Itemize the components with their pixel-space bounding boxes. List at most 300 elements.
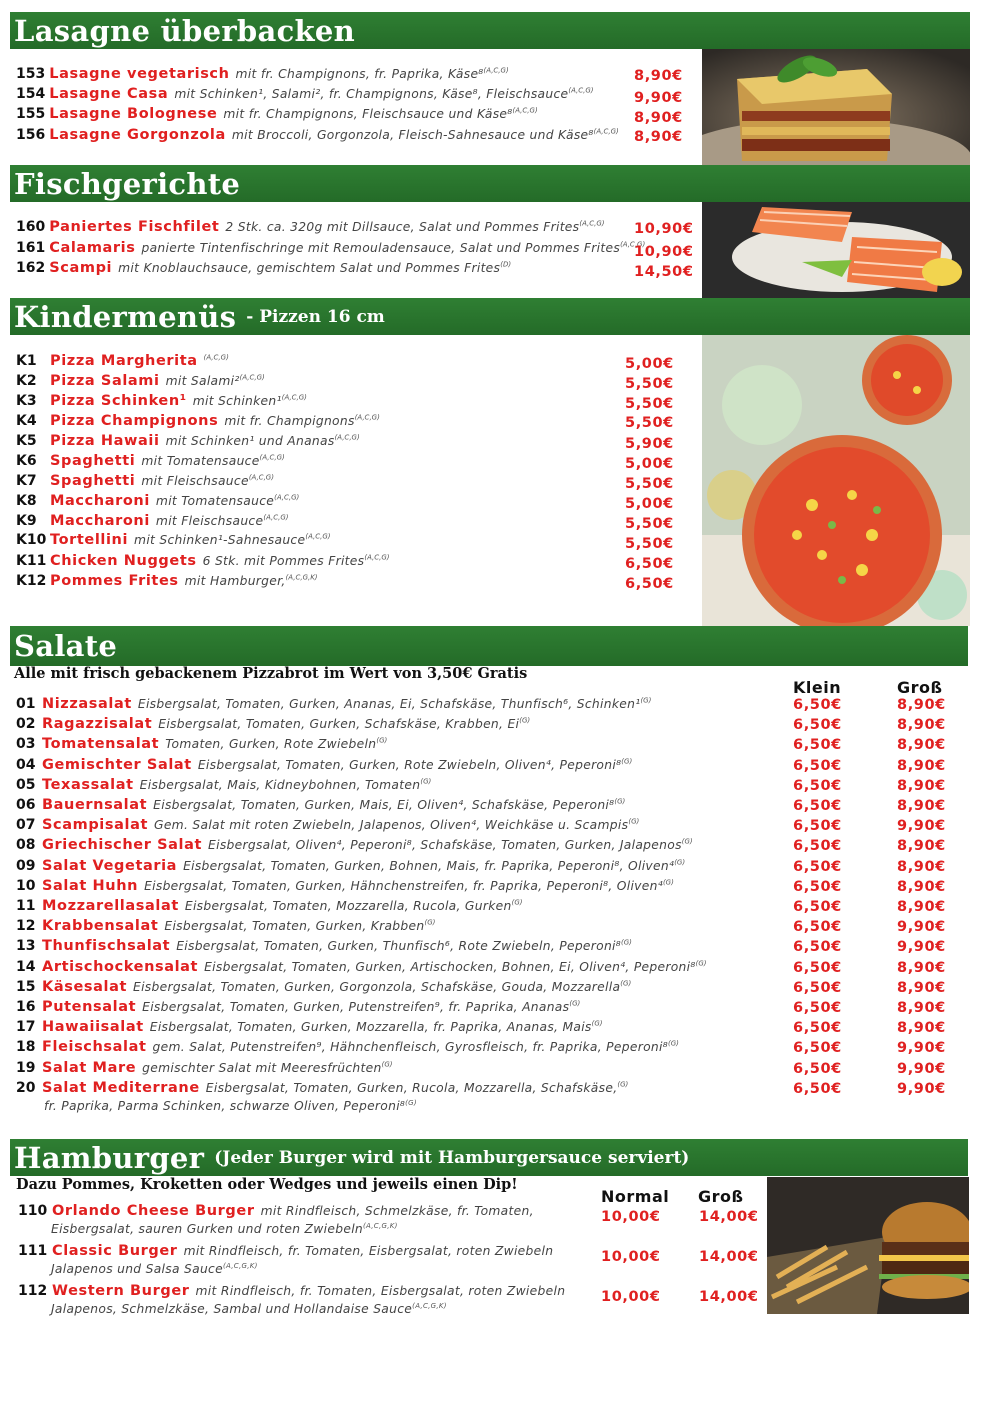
price-large: 14,00€ bbox=[699, 1249, 759, 1265]
item-name: Tomatensalat bbox=[42, 736, 160, 752]
price-large: 8,90€ bbox=[897, 697, 946, 713]
item-name: Bauernsalat bbox=[42, 797, 148, 813]
list-item bbox=[16, 553, 390, 569]
item-number: 17 bbox=[16, 1019, 36, 1035]
list-item bbox=[16, 716, 530, 732]
item-number: 12 bbox=[16, 918, 36, 934]
item-name: Salat Mediterrane bbox=[42, 1080, 200, 1096]
item-name: Thunfischsalat bbox=[42, 938, 171, 954]
lasagne-photo bbox=[702, 49, 970, 165]
price-small: 6,50€ bbox=[793, 798, 842, 814]
item-description: mit Salami² bbox=[165, 374, 240, 388]
price-large: 8,90€ bbox=[897, 980, 946, 996]
item-description: mit Fleischsauce bbox=[155, 514, 264, 528]
item-price: 6,50€ bbox=[625, 576, 674, 592]
item-number: 13 bbox=[16, 938, 36, 954]
item-number: 04 bbox=[16, 757, 36, 773]
item-allergens: (G) bbox=[420, 777, 432, 786]
price-small: 6,50€ bbox=[793, 980, 842, 996]
item-number: 16 bbox=[16, 999, 36, 1015]
item-allergens: (A,C,G) bbox=[259, 453, 285, 462]
pizza-photo bbox=[702, 335, 970, 626]
price-small: 6,50€ bbox=[793, 960, 842, 976]
item-name: Lasagne Bolognese bbox=[49, 106, 218, 122]
price-large: 8,90€ bbox=[897, 879, 946, 895]
list-item bbox=[16, 999, 580, 1015]
price-large: 8,90€ bbox=[897, 960, 946, 976]
price-large: 8,90€ bbox=[897, 899, 946, 915]
item-name: Spaghetti bbox=[50, 453, 136, 469]
section-subtitle: (Jeder Burger wird mit Hamburgersauce serviert) bbox=[214, 1147, 690, 1168]
list-item bbox=[16, 837, 693, 853]
item-allergens: (G) bbox=[628, 817, 640, 826]
item-allergens: (A,C,G) bbox=[354, 413, 380, 422]
item-description: Eisbergsalat, sauren Gurken und roten Zwiebeln bbox=[51, 1222, 363, 1237]
item-name: Classic Burger bbox=[52, 1243, 178, 1259]
item-price: 8,90€ bbox=[634, 129, 683, 145]
item-allergens: (G) bbox=[621, 757, 633, 766]
list-item bbox=[16, 532, 331, 548]
item-description: Eisbergsalat, Tomaten, Gurken, Bohnen, Mais, fr. Paprika, Peperoni⁸, Oliven⁴ bbox=[183, 859, 675, 873]
kinder-banner bbox=[10, 298, 970, 335]
list-item bbox=[18, 1283, 565, 1299]
item-number: 18 bbox=[16, 1039, 36, 1055]
price-normal: 10,00€ bbox=[601, 1209, 661, 1225]
item-allergens: (A,C,G) bbox=[512, 106, 538, 115]
price-small: 6,50€ bbox=[793, 939, 842, 955]
item-price: 5,50€ bbox=[625, 376, 674, 392]
item-price: 5,90€ bbox=[625, 436, 674, 452]
item-description-cont bbox=[44, 1099, 417, 1113]
item-description: Gem. Salat mit roten Zwiebeln, Jalapenos, Oliven⁴, Weichkäse u. Scampis bbox=[153, 818, 629, 832]
item-description: mit fr. Champignons, fr. Paprika, Käse⁸ bbox=[235, 67, 484, 81]
item-name: Käsesalat bbox=[42, 979, 127, 995]
list-item bbox=[16, 127, 619, 143]
price-small: 6,50€ bbox=[793, 758, 842, 774]
item-description: Eisbergsalat, Tomaten, Gurken, Schafskäse, Krabben, Ei bbox=[158, 717, 520, 731]
item-description: Eisbergsalat, Tomaten, Gurken, Putenstreifen⁹, fr. Paprika, Ananas bbox=[142, 1000, 570, 1014]
item-name: Gemischter Salat bbox=[42, 757, 192, 773]
item-number: 14 bbox=[16, 959, 36, 975]
item-description: mit Broccoli, Gorgonzola, Fleisch-Sahnesauce und Käse⁸ bbox=[231, 128, 594, 142]
price-large: 14,00€ bbox=[699, 1209, 759, 1225]
column-header-gross: Groß bbox=[698, 1187, 744, 1206]
price-large: 8,90€ bbox=[897, 778, 946, 794]
item-name: Calamaris bbox=[49, 240, 136, 256]
item-number: 11 bbox=[16, 898, 36, 914]
price-large: 8,90€ bbox=[897, 859, 946, 875]
column-header-klein: Klein bbox=[793, 678, 842, 697]
lasagne-banner bbox=[10, 12, 970, 49]
column-header-normal: Normal bbox=[601, 1187, 670, 1206]
item-name: Spaghetti bbox=[50, 473, 136, 489]
item-name: Putensalat bbox=[42, 999, 137, 1015]
item-name: Pizza Schinken¹ bbox=[50, 393, 187, 409]
price-small: 6,50€ bbox=[793, 1000, 842, 1016]
item-name: Pizza Salami bbox=[50, 373, 160, 389]
item-name: Salat Mare bbox=[42, 1060, 137, 1076]
price-small: 6,50€ bbox=[793, 1061, 842, 1077]
list-item bbox=[16, 513, 289, 529]
item-description: Eisbergsalat, Tomaten, Gurken, Gorgonzola, Schafskäse, Gouda, Mozzarella bbox=[133, 980, 621, 994]
item-description: Eisbergsalat, Tomaten, Gurken, Rote Zwiebeln, Oliven⁴, Peperoni⁸ bbox=[197, 758, 622, 772]
item-description: 2 Stk. ca. 320g mit Dillsauce, Salat und Pommes Frites bbox=[225, 220, 580, 234]
column-header-gross: Groß bbox=[897, 678, 943, 697]
item-allergens: (A,C,G) bbox=[281, 393, 307, 402]
item-allergens: (A,C,G,K) bbox=[223, 1262, 258, 1270]
item-name: Fleischsalat bbox=[42, 1039, 147, 1055]
item-allergens: (G) bbox=[640, 696, 652, 705]
item-price: 8,90€ bbox=[634, 110, 683, 126]
item-allergens: (G) bbox=[614, 797, 626, 806]
item-allergens: (D) bbox=[500, 260, 512, 269]
item-price: 5,00€ bbox=[625, 456, 674, 472]
item-number: 07 bbox=[16, 817, 36, 833]
item-name: Griechischer Salat bbox=[42, 837, 203, 853]
item-number: 112 bbox=[18, 1283, 48, 1299]
salate-banner bbox=[10, 626, 968, 666]
item-allergens: (G) bbox=[519, 716, 531, 725]
list-item bbox=[16, 473, 274, 489]
section-title: Lasagne überbacken bbox=[14, 13, 356, 48]
item-allergens: (A,C,G) bbox=[568, 86, 594, 95]
list-item bbox=[16, 817, 639, 833]
list-item bbox=[16, 393, 307, 409]
price-small: 6,50€ bbox=[793, 737, 842, 753]
item-allergens: (G) bbox=[381, 1060, 393, 1069]
price-small: 6,50€ bbox=[793, 1020, 842, 1036]
price-large: 8,90€ bbox=[897, 717, 946, 733]
price-small: 6,50€ bbox=[793, 717, 842, 733]
item-name: Salat Huhn bbox=[42, 878, 139, 894]
item-price: 5,00€ bbox=[625, 496, 674, 512]
item-allergens: (G) bbox=[405, 1099, 417, 1107]
section-title: Fischgerichte bbox=[14, 166, 241, 201]
price-small: 6,50€ bbox=[793, 879, 842, 895]
item-allergens: (A,C,G) bbox=[274, 493, 300, 502]
price-large: 8,90€ bbox=[897, 1000, 946, 1016]
salate-note: Alle mit frisch gebackenem Pizzabrot im Wert von 3,50€ Gratis bbox=[14, 665, 528, 682]
item-description: mit Rindfleisch, Schmelzkäse, fr. Tomaten, bbox=[260, 1204, 534, 1218]
item-description: mit Rindfleisch, fr. Tomaten, Eisbergsalat, roten Zwiebeln bbox=[195, 1284, 566, 1298]
item-number: 156 bbox=[16, 127, 46, 143]
list-item bbox=[18, 1243, 553, 1259]
item-number: K1 bbox=[16, 353, 37, 369]
item-description: Eisbergsalat, Tomaten, Gurken, Mais, Ei, Oliven⁴, Schafskäse, Peperoni⁸ bbox=[153, 798, 615, 812]
list-item bbox=[16, 959, 707, 975]
price-small: 6,50€ bbox=[793, 697, 842, 713]
burger-note: Dazu Pommes, Kroketten oder Wedges und jeweils einen Dip! bbox=[16, 1176, 518, 1193]
price-small: 6,50€ bbox=[793, 778, 842, 794]
item-name: Artischockensalat bbox=[42, 959, 199, 975]
item-name: Maccharoni bbox=[50, 493, 150, 509]
item-description: mit Hamburger, bbox=[184, 574, 286, 588]
item-allergens: (G) bbox=[667, 1039, 679, 1048]
item-description-cont bbox=[51, 1302, 447, 1316]
list-item bbox=[16, 240, 645, 256]
item-name: Scampisalat bbox=[42, 817, 148, 833]
list-item bbox=[16, 1019, 603, 1035]
item-allergens: (A,C,G) bbox=[620, 240, 646, 249]
item-price: 10,90€ bbox=[634, 244, 694, 260]
price-large: 9,90€ bbox=[897, 818, 946, 834]
list-item bbox=[16, 858, 685, 874]
item-price: 5,50€ bbox=[625, 415, 674, 431]
list-item bbox=[16, 1080, 628, 1096]
item-name: Nizzasalat bbox=[42, 696, 132, 712]
item-allergens: (G) bbox=[662, 878, 674, 887]
item-allergens: (G) bbox=[591, 1019, 603, 1028]
item-price: 14,50€ bbox=[634, 264, 694, 280]
item-description: mit Schinken¹ und Ananas bbox=[165, 434, 335, 448]
item-name: Paniertes Fischfilet bbox=[49, 219, 220, 235]
price-large: 9,90€ bbox=[897, 919, 946, 935]
item-allergens: (G) bbox=[620, 979, 632, 988]
item-name: Maccharoni bbox=[50, 513, 150, 529]
item-description: mit Schinken¹, Salami², fr. Champignons, Käse⁸, Fleischsauce bbox=[174, 87, 569, 101]
section-title: Hamburger bbox=[14, 1140, 205, 1175]
list-item bbox=[16, 757, 632, 773]
item-name: Hawaiisalat bbox=[42, 1019, 144, 1035]
item-number: 160 bbox=[16, 219, 46, 235]
item-name: Pizza Hawaii bbox=[50, 433, 160, 449]
list-item bbox=[16, 86, 594, 102]
item-number: K6 bbox=[16, 453, 37, 469]
item-price: 5,50€ bbox=[625, 476, 674, 492]
burger-photo bbox=[767, 1177, 969, 1314]
item-name: Western Burger bbox=[52, 1283, 190, 1299]
list-item bbox=[16, 573, 318, 589]
price-small: 6,50€ bbox=[793, 899, 842, 915]
item-number: 154 bbox=[16, 86, 46, 102]
item-name: Pizza Margherita bbox=[50, 353, 198, 369]
list-item bbox=[16, 1039, 679, 1055]
list-item bbox=[18, 1203, 534, 1219]
price-large: 9,90€ bbox=[897, 1040, 946, 1056]
item-price: 5,50€ bbox=[625, 536, 674, 552]
item-price: 5,00€ bbox=[625, 356, 674, 372]
item-description: 6 Stk. mit Pommes Frites bbox=[202, 554, 365, 568]
item-number: 162 bbox=[16, 260, 46, 276]
item-allergens: (A,C,G) bbox=[593, 127, 619, 136]
item-description: Eisbergsalat, Tomaten, Gurken, Hähnchenstreifen, fr. Paprika, Peperoni⁸, Oliven⁴ bbox=[144, 879, 663, 893]
item-name: Pommes Frites bbox=[50, 573, 179, 589]
item-number: 110 bbox=[18, 1203, 48, 1219]
list-item bbox=[16, 736, 387, 752]
price-small: 6,50€ bbox=[793, 859, 842, 875]
item-description: gem. Salat, Putenstreifen⁹, Hähnchenfleisch, Gyrosfleisch, fr. Paprika, Peperoni⁸ bbox=[152, 1040, 668, 1054]
item-allergens: (A,C,G) bbox=[263, 513, 289, 522]
item-allergens: (A,C,G) bbox=[334, 433, 360, 442]
list-item bbox=[16, 219, 605, 235]
item-name: Ragazzisalat bbox=[42, 716, 153, 732]
item-description: Eisbergsalat, Tomaten, Gurken, Ananas, Ei, Schafskäse, Thunfisch⁶, Schinken¹ bbox=[137, 697, 641, 711]
list-item bbox=[16, 106, 538, 122]
item-allergens: (G) bbox=[621, 938, 632, 947]
item-allergens: (A,C,G) bbox=[248, 473, 274, 482]
item-allergens: (G) bbox=[681, 837, 693, 846]
list-item bbox=[16, 373, 265, 389]
item-number: 19 bbox=[16, 1060, 36, 1076]
list-item bbox=[16, 493, 299, 509]
item-description: mit Rindfleisch, fr. Tomaten, Eisbergsalat, roten Zwiebeln bbox=[183, 1244, 554, 1258]
item-allergens: (G) bbox=[569, 999, 581, 1008]
item-number: 08 bbox=[16, 837, 36, 853]
item-description: mit Schinken¹-Sahnesauce bbox=[134, 533, 306, 547]
item-number: 153 bbox=[16, 66, 46, 82]
price-small: 6,50€ bbox=[793, 919, 842, 935]
item-number: 05 bbox=[16, 777, 36, 793]
list-item bbox=[16, 260, 511, 276]
item-allergens: (G) bbox=[695, 959, 707, 968]
item-description: Jalapenos, Schmelzkäse, Sambal und Hollandaise Sauce bbox=[51, 1302, 413, 1317]
fisch-banner bbox=[10, 165, 970, 202]
item-number: 03 bbox=[16, 736, 36, 752]
item-price: 9,90€ bbox=[634, 90, 683, 106]
burger-banner bbox=[10, 1139, 968, 1176]
item-name: Scampi bbox=[49, 260, 113, 276]
item-name: Salat Vegetaria bbox=[42, 858, 178, 874]
item-number: 161 bbox=[16, 240, 46, 256]
item-description: Eisbergsalat, Tomaten, Gurken, Thunfisch⁶, Rote Zwiebeln, Peperoni⁸ bbox=[176, 939, 622, 953]
item-allergens: (A,C,G,K) bbox=[285, 573, 318, 582]
item-description: mit Fleischsauce bbox=[141, 474, 249, 488]
section-title: Salate bbox=[14, 629, 118, 663]
price-large: 14,00€ bbox=[699, 1289, 759, 1305]
item-description: gemischter Salat mit Meeresfrüchten bbox=[142, 1061, 382, 1075]
item-number: 06 bbox=[16, 797, 36, 813]
item-name: Mozzarellasalat bbox=[42, 898, 179, 914]
item-price: 5,50€ bbox=[625, 516, 674, 532]
list-item bbox=[16, 453, 285, 469]
item-description: mit Knoblauchsauce, gemischtem Salat und Pommes Frites bbox=[118, 261, 501, 275]
section-subtitle: - Pizzen 16 cm bbox=[246, 306, 385, 327]
list-item bbox=[16, 898, 523, 914]
item-name: Krabbensalat bbox=[42, 918, 159, 934]
item-allergens: (A,C,G) bbox=[305, 532, 331, 541]
item-allergens: (G) bbox=[376, 736, 388, 745]
item-name: Lasagne Gorgonzola bbox=[49, 127, 226, 143]
item-price: 10,90€ bbox=[634, 221, 694, 237]
price-large: 8,90€ bbox=[897, 838, 946, 854]
item-price: 5,50€ bbox=[625, 396, 674, 412]
list-item bbox=[16, 797, 625, 813]
item-description: mit fr. Champignons bbox=[224, 414, 355, 428]
item-number: 09 bbox=[16, 858, 36, 874]
item-description: Eisbergsalat, Tomaten, Mozzarella, Rucola, Gurken bbox=[184, 899, 512, 913]
item-allergens: (G) bbox=[511, 898, 523, 907]
item-allergens: (A,C,G) bbox=[239, 373, 265, 382]
item-name: Orlando Cheese Burger bbox=[52, 1203, 255, 1219]
list-item bbox=[16, 353, 229, 369]
item-number: K8 bbox=[16, 493, 37, 509]
item-number: 111 bbox=[18, 1243, 48, 1259]
item-number: 20 bbox=[16, 1080, 36, 1096]
item-description: Jalapenos und Salsa Sauce bbox=[51, 1262, 223, 1277]
item-allergens: (A,C,G) bbox=[483, 66, 509, 75]
price-large: 8,90€ bbox=[897, 798, 946, 814]
item-allergens: (G) bbox=[424, 918, 436, 927]
item-number: K11 bbox=[16, 553, 47, 569]
salmon-photo bbox=[702, 202, 970, 298]
price-small: 6,50€ bbox=[793, 1081, 842, 1097]
price-large: 9,90€ bbox=[897, 939, 946, 955]
price-small: 6,50€ bbox=[793, 818, 842, 834]
item-allergens: (A,C,G) bbox=[364, 553, 390, 562]
item-description: Eisbergsalat, Mais, Kidneybohnen, Tomaten bbox=[139, 778, 421, 792]
item-number: 02 bbox=[16, 716, 36, 732]
item-price: 6,50€ bbox=[625, 556, 674, 572]
item-description: mit fr. Champignons, Fleischsauce und Käse⁸ bbox=[223, 107, 513, 121]
price-large: 8,90€ bbox=[897, 737, 946, 753]
item-description: Eisbergsalat, Oliven⁴, Peperoni⁸, Schafskäse, Tomaten, Gurken, Jalapenos bbox=[208, 838, 682, 852]
item-allergens: (G) bbox=[674, 858, 686, 867]
item-name: Lasagne vegetarisch bbox=[49, 66, 230, 82]
item-number: K9 bbox=[16, 513, 37, 529]
item-name: Tortellini bbox=[50, 532, 129, 548]
list-item bbox=[16, 1060, 392, 1076]
price-normal: 10,00€ bbox=[601, 1249, 661, 1265]
item-description: mit Tomatensauce bbox=[155, 494, 275, 508]
item-description-cont bbox=[51, 1222, 398, 1236]
item-number: K10 bbox=[16, 532, 47, 548]
price-large: 8,90€ bbox=[897, 758, 946, 774]
price-large: 8,90€ bbox=[897, 1020, 946, 1036]
price-large: 9,90€ bbox=[897, 1061, 946, 1077]
item-number: K2 bbox=[16, 373, 37, 389]
item-number: 15 bbox=[16, 979, 36, 995]
item-number: K12 bbox=[16, 573, 47, 589]
item-name: Lasagne Casa bbox=[49, 86, 169, 102]
price-small: 6,50€ bbox=[793, 1040, 842, 1056]
list-item bbox=[16, 979, 631, 995]
item-number: K7 bbox=[16, 473, 37, 489]
list-item bbox=[16, 878, 674, 894]
price-small: 6,50€ bbox=[793, 838, 842, 854]
item-number: 155 bbox=[16, 106, 46, 122]
item-description: Tomaten, Gurken, Rote Zwiebeln bbox=[165, 737, 377, 751]
list-item bbox=[16, 433, 360, 449]
item-description: panierte Tintenfischringe mit Remouladensauce, Salat und Pommes Frites bbox=[141, 241, 621, 255]
item-number: K4 bbox=[16, 413, 37, 429]
item-description-cont bbox=[51, 1262, 258, 1276]
item-number: 10 bbox=[16, 878, 36, 894]
item-description: mit Tomatensauce bbox=[141, 454, 260, 468]
item-allergens: (G) bbox=[617, 1080, 629, 1089]
list-item bbox=[16, 413, 380, 429]
item-description: mit Schinken¹ bbox=[192, 394, 282, 408]
item-allergens: (A,C,G,K) bbox=[363, 1222, 398, 1230]
item-description: Eisbergsalat, Tomaten, Gurken, Artischocken, Bohnen, Ei, Oliven⁴, Peperoni⁸ bbox=[204, 960, 696, 974]
item-number: K5 bbox=[16, 433, 37, 449]
item-description: fr. Paprika, Parma Schinken, schwarze Oliven, Peperoni⁸ bbox=[44, 1099, 406, 1114]
list-item bbox=[16, 918, 435, 934]
item-name: Texassalat bbox=[42, 777, 134, 793]
item-number: K3 bbox=[16, 393, 37, 409]
item-number: 01 bbox=[16, 696, 36, 712]
item-name: Chicken Nuggets bbox=[50, 553, 197, 569]
price-large: 9,90€ bbox=[897, 1081, 946, 1097]
item-description: Eisbergsalat, Tomaten, Gurken, Mozzarella, fr. Paprika, Ananas, Mais bbox=[149, 1020, 592, 1034]
item-price: 8,90€ bbox=[634, 68, 683, 84]
list-item bbox=[16, 777, 431, 793]
section-title: Kindermenüs bbox=[14, 299, 237, 334]
item-description: Eisbergsalat, Tomaten, Gurken, Rucola, Mozzarella, Schafskäse, bbox=[205, 1081, 618, 1095]
list-item bbox=[16, 696, 651, 712]
item-description: Eisbergsalat, Tomaten, Gurken, Krabben bbox=[164, 919, 425, 933]
list-item bbox=[16, 938, 632, 954]
item-allergens: (A,C,G,K) bbox=[412, 1302, 447, 1310]
